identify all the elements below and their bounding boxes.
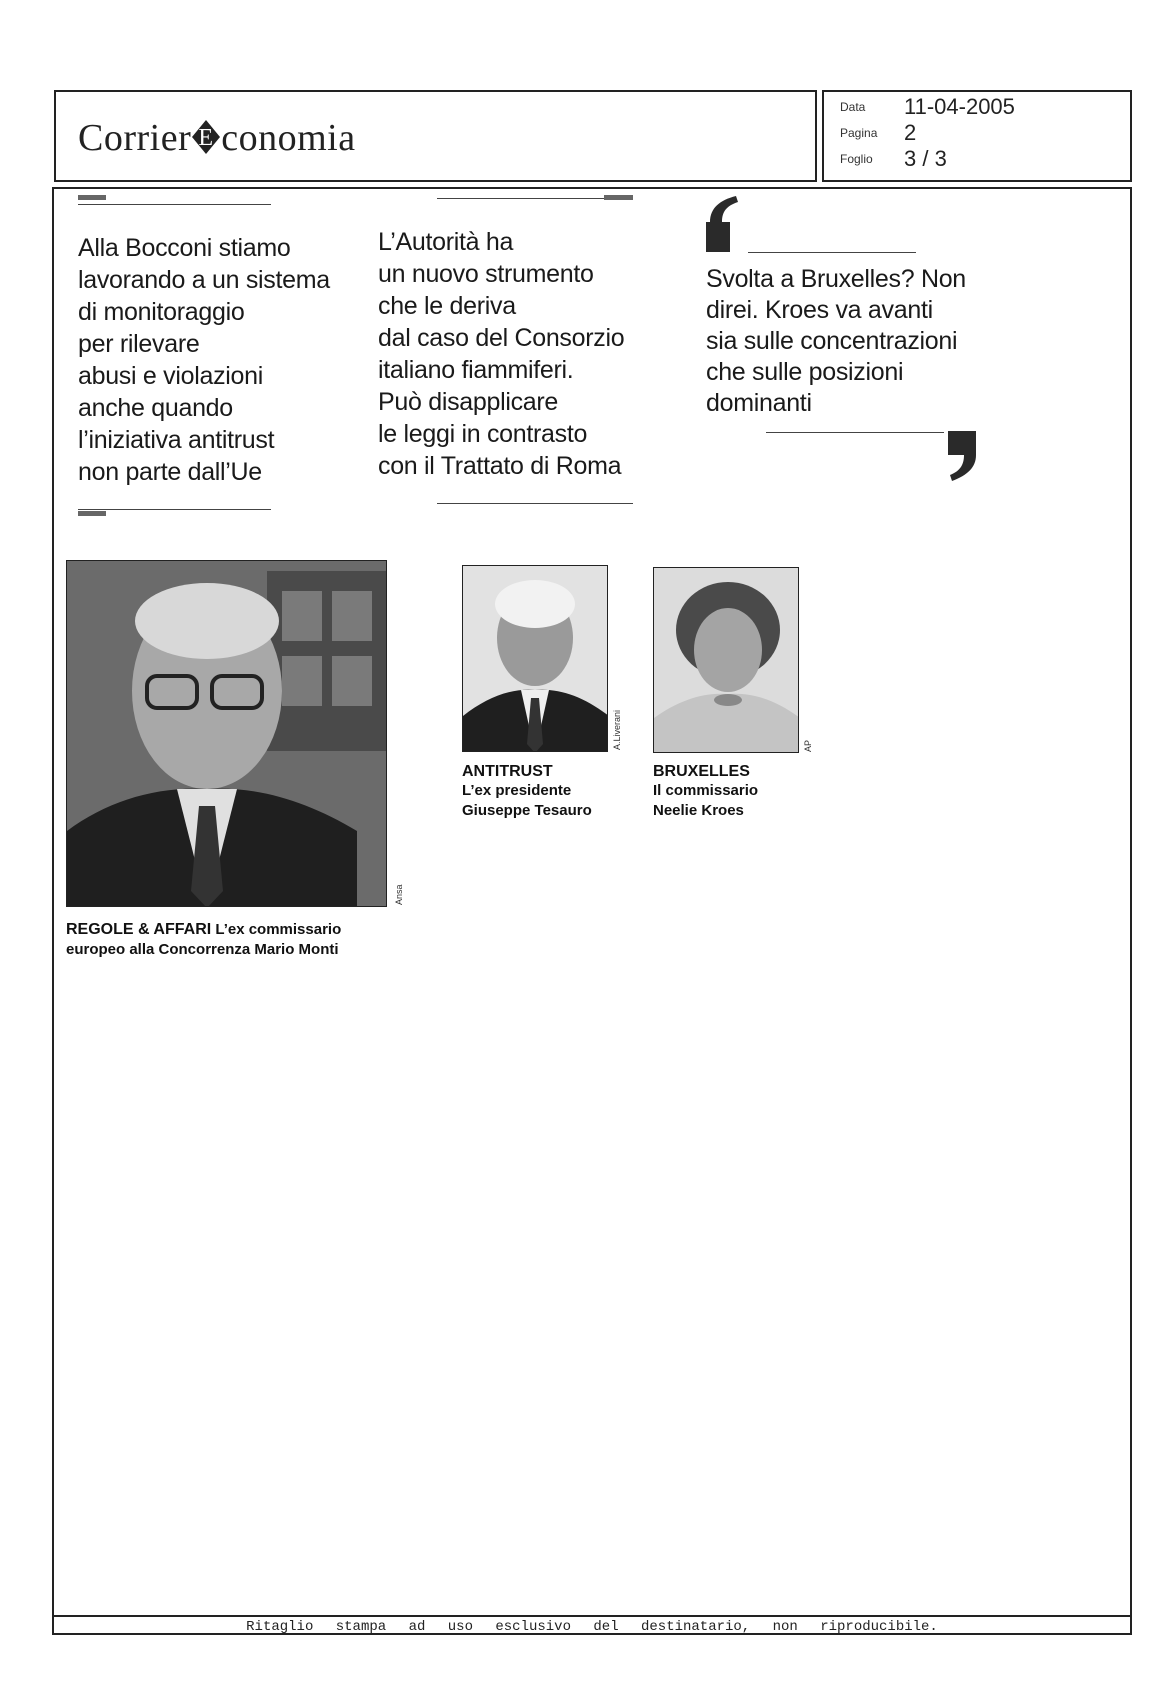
kroes-caption-line1: Il commissario bbox=[653, 782, 759, 799]
quote2-bottom-rule bbox=[437, 503, 633, 504]
data-value: 11-04-2005 bbox=[904, 94, 1015, 119]
tesauro-caption-line1: L’ex presidente bbox=[462, 782, 572, 799]
kroes-caption-line2: Neelie Kroes bbox=[653, 802, 744, 819]
foglio-label: Foglio bbox=[840, 152, 873, 166]
tesauro-caption bbox=[462, 763, 632, 821]
kroes-caption-head: BRUXELLES bbox=[653, 763, 750, 780]
photo-giuseppe-tesauro bbox=[462, 565, 608, 752]
pagina-value: 2 bbox=[904, 120, 917, 145]
close-quote-icon bbox=[942, 431, 976, 486]
kroes-caption bbox=[653, 763, 823, 821]
quote1-top-rule bbox=[78, 204, 271, 205]
quote3-bottom-rule bbox=[766, 432, 944, 433]
monti-caption-line2: europeo alla Concorrenza Mario Monti bbox=[66, 941, 339, 958]
masthead-logo-icon bbox=[192, 120, 220, 154]
monti-caption bbox=[66, 920, 406, 960]
tesauro-caption-line2: Giuseppe Tesauro bbox=[462, 802, 592, 819]
quote-bruxelles: Svolta a Bruxelles? Non direi. Kroes va avanti sia sulle concentrazioni che sulle posizioni dominanti bbox=[706, 265, 966, 417]
quote2-top-tab bbox=[604, 195, 633, 200]
footer-disclaimer: Ritaglio stampa ad uso esclusivo del destinatario, non riproducibile. bbox=[246, 1619, 938, 1635]
quote1-bottom-rule bbox=[78, 509, 271, 510]
monti-caption-line1: L’ex commissario bbox=[215, 921, 342, 938]
monti-photo-credit: Ansa bbox=[394, 884, 404, 905]
masthead-part2: conomia bbox=[221, 117, 356, 159]
quote-bocconi: Alla Bocconi stiamo lavorando a un sistema di monitoraggio per rilevare abusi e violazioni anche quando l’iniziativa antitrust non parte dall’Ue bbox=[78, 234, 330, 486]
foglio-value: 3 / 3 bbox=[904, 146, 947, 171]
masthead-title bbox=[78, 116, 356, 160]
data-label: Data bbox=[840, 100, 866, 114]
open-quote-icon bbox=[706, 196, 744, 257]
quote1-bottom-tab bbox=[78, 511, 106, 516]
photo-mario-monti bbox=[66, 560, 387, 907]
masthead-part1: Corrier bbox=[78, 117, 192, 159]
photo-neelie-kroes bbox=[653, 567, 799, 753]
quote1-top-tab bbox=[78, 195, 106, 200]
tesauro-photo-credit: A.Liverani bbox=[612, 709, 622, 750]
logo-letter: E bbox=[198, 125, 214, 151]
quote3-top-rule bbox=[748, 252, 916, 253]
footer-rule bbox=[52, 1615, 1132, 1617]
monti-caption-head: REGOLE & AFFARI bbox=[66, 921, 212, 938]
kroes-photo-credit: AP bbox=[803, 739, 813, 752]
tesauro-caption-head: ANTITRUST bbox=[462, 763, 553, 780]
quote-autorita: L’Autorità ha un nuovo strumento che le deriva dal caso del Consorzio italiano fiammiferi. Può disapplicare le leggi in contrasto con il Trattato di Roma bbox=[378, 228, 625, 480]
pagina-label: Pagina bbox=[840, 126, 878, 140]
